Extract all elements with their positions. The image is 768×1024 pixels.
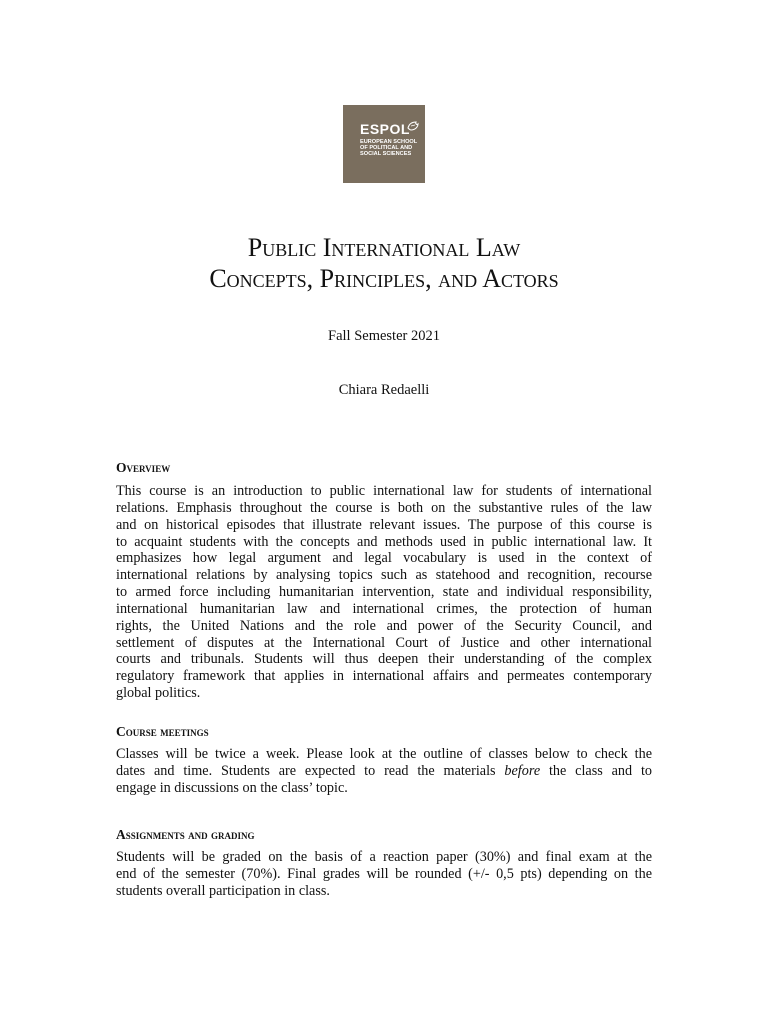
document-title-line-1: Public International Law (247, 233, 521, 262)
author-name: Chiara Redaelli (338, 382, 430, 398)
paragraph-line: rights, the United Nations and the role and power of the Security Council, and (116, 617, 652, 634)
paragraph-line: global politics. (116, 685, 201, 702)
semester-label: Fall Semester 2021 (328, 328, 440, 344)
course-meetings-heading: Course meetings (116, 724, 209, 739)
logo-subtitle: EUROPEAN SCHOOL OF POLITICAL AND SOCIAL SCIENCES (360, 139, 418, 158)
paragraph-line: settlement of disputes at the International Court of Justice and other international (116, 634, 652, 651)
paragraph-line: regulatory framework that applies in international affairs and permeates contemporary (116, 668, 652, 685)
overview-paragraph (116, 483, 652, 702)
paragraph-line: emphasizes how legal argument and legal vocabulary is used in the context of (116, 550, 652, 567)
paragraph-line: engage in discussions on the class’ topic. (116, 779, 348, 796)
paragraph-line: Classes will be twice a week. Please look at the outline of classes below to check the (116, 746, 652, 762)
emphasis-before: before (504, 762, 541, 779)
paragraph-line: students overall participation in class. (116, 882, 330, 899)
paragraph-line: to acquaint students with the concepts and methods used in public international law. It (116, 533, 652, 550)
paragraph-line: and on historical episodes that illustrate relevant issues. The purpose of this course is (116, 516, 652, 533)
paragraph-line: international relations by analysing topics such as statehood and recognition, recourse (116, 567, 652, 584)
paragraph-line: international humanitarian law and international crimes, the protection of human (116, 600, 652, 617)
course-meetings-paragraph (116, 746, 652, 797)
logo-wordmark: ESPOL (360, 121, 410, 137)
paragraph-line: courts and tribunals. Students will thus deepen their understanding of the complex (116, 651, 652, 668)
paragraph-line: end of the semester (70%). Final grades will be rounded (+/- 0,5 pts) depending on the (116, 865, 652, 882)
paragraph-line: dates and time. Students are expected to read the materials before the class and to (116, 762, 653, 779)
assignments-grading-heading: Assignments and grading (116, 827, 255, 842)
espol-logo (343, 105, 425, 183)
paragraph-line: Students will be graded on the basis of a reaction paper (30%) and final exam at the (116, 849, 652, 865)
paragraph-line: to armed force including humanitarian intervention, state and individual responsibility, (116, 584, 652, 601)
paragraph-line: relations. Emphasis throughout the course is both on the substantive rules of the law (116, 499, 652, 516)
paragraph-line: This course is an introduction to public international law for students of international (116, 483, 652, 499)
bird-icon (406, 119, 420, 133)
document-title-line-2: Concepts, Principles, and Actors (209, 264, 559, 293)
assignments-grading-paragraph (116, 849, 652, 900)
overview-heading: Overview (116, 460, 171, 475)
